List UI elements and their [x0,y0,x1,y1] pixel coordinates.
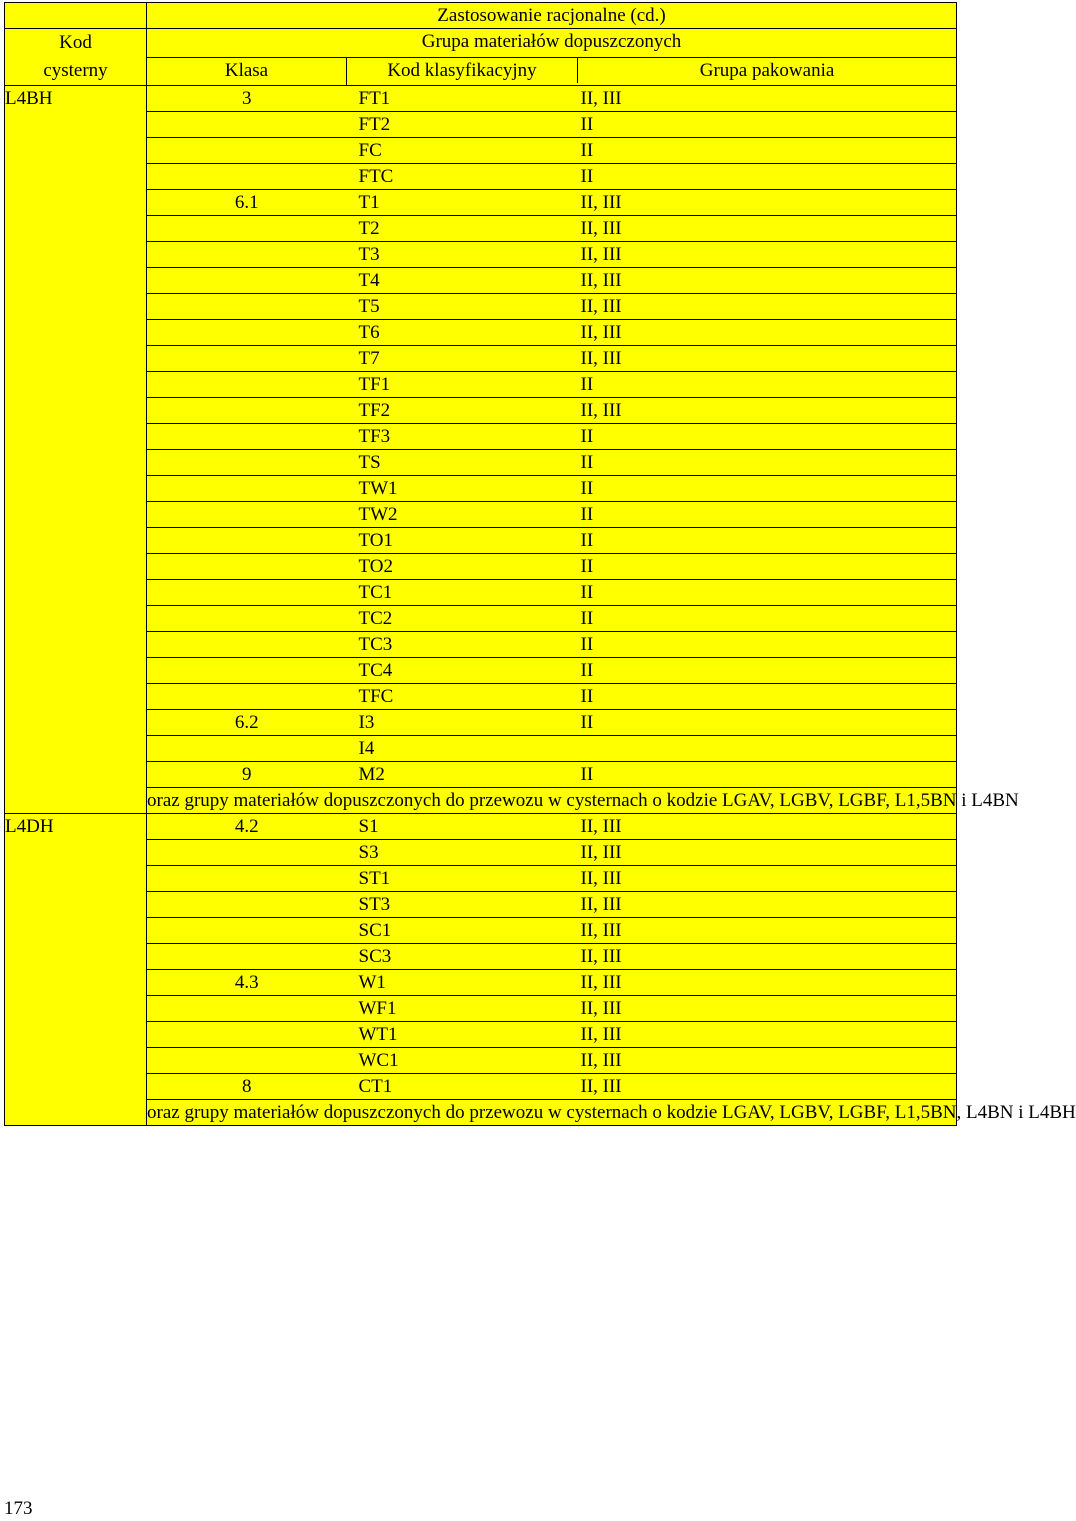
cell-kod-klasyfikacyjny: T5 [358,296,380,317]
cell-kod-klasyfikacyjny: T2 [358,218,380,239]
cell-grupa-pakowania: II, III [580,816,622,837]
cell-kod-cysterny [5,1022,147,1048]
cell-klasa [147,424,347,450]
cell-grupa-pakowania: II [580,452,594,473]
table-row [5,762,957,788]
cell-grupa-pakowania: II, III [580,296,622,317]
cell-kod-cysterny [5,320,147,346]
cell-grupa-pakowania [577,736,957,761]
cell-kod-cysterny [5,788,147,814]
cell-klasa [147,450,347,476]
cell-kod-klasyfikacyjny: WF1 [358,998,397,1019]
cell-grupa-pakowania: II [580,660,594,681]
table-row [5,138,957,164]
cell-kod-cysterny [5,710,147,736]
tank-code-table [4,2,1076,1126]
cell-grupa-pakowania: II, III [580,322,622,343]
cell-kod-cysterny: L4DH [5,814,147,840]
cell-klasa: 6.2 [147,710,347,736]
cell-kod-cysterny [5,658,147,684]
table-row [5,892,957,918]
cell-kod-klasyfikacyjny: TC4 [358,660,393,681]
table-row [5,996,957,1022]
cell-grupa-pakowania: II [580,166,594,187]
table-row [5,710,957,736]
cell-kod-cysterny [5,1048,147,1074]
cell-kod-cysterny [5,372,147,398]
cell-grupa-pakowania: II [580,530,594,551]
cell-kod-klasyfikacyjny: FC [358,140,382,161]
cell-grupa-pakowania: II, III [580,218,622,239]
cell-klasa [147,164,347,190]
cell-klasa [147,632,347,658]
cell-kod-cysterny [5,242,147,268]
cell-grupa-pakowania: II [580,764,594,785]
cell-klasa [147,112,347,138]
table-row [5,1022,957,1048]
cell-klasa [147,476,347,502]
cell-kod-cysterny [5,476,147,502]
table-row [5,944,957,970]
table-row [5,86,957,112]
table-row [5,112,957,138]
cell-kod-klasyfikacyjny: T6 [358,322,380,343]
cell-klasa: 4.2 [147,814,347,840]
cell-grupa-pakowania: II, III [580,868,622,889]
cell-klasa: 4.3 [147,970,347,996]
cell-grupa-pakowania: II, III [580,400,622,421]
cell-klasa [147,242,347,268]
cell-kod-klasyfikacyjny: ST1 [358,868,391,889]
cell-kod-klasyfikacyjny: WT1 [358,1024,398,1045]
cell-grupa-pakowania: II, III [580,192,622,213]
cell-grupa-pakowania: II [580,374,594,395]
table-row [5,554,957,580]
cell-kod-klasyfikacyjny: TFC [358,686,394,707]
table-row [5,164,957,190]
note-cell: oraz grupy materiałów dopuszczonych do przewozu w cysternach o kodzie LGAV, LGBV, LGBF, L1,5BN, L4BN i L4BH [147,1100,957,1126]
table-row [5,1048,957,1074]
header-kod-cysterny: Kod cysterny [5,29,147,86]
cell-grupa-pakowania: II [580,634,594,655]
cell-klasa [147,528,347,554]
cell-grupa-pakowania: II, III [580,894,622,915]
cell-klasa [147,268,347,294]
cell-grupa-pakowania: II, III [580,998,622,1019]
cell-klasa: 3 [147,86,347,112]
cell-kod-cysterny [5,996,147,1022]
cell-kod-cysterny [5,424,147,450]
cell-kod-cysterny [5,684,147,710]
cell-grupa-pakowania: II [580,114,594,135]
cell-kod-cysterny [5,918,147,944]
cell-grupa-pakowania: II, III [580,842,622,863]
cell-kod-klasyfikacyjny: TF1 [358,374,391,395]
cell-klasa [147,840,347,866]
cell-kod-klasyfikacyjny: WC1 [358,1050,399,1071]
cell-kod-klasyfikacyjny: FTC [358,166,394,187]
table-row [5,216,957,242]
cell-kod-klasyfikacyjny: SC1 [358,920,392,941]
cell-kod-cysterny [5,190,147,216]
cell-kod-cysterny [5,554,147,580]
table-row [5,866,957,892]
table-row [5,1074,957,1100]
cell-kod-klasyfikacyjny: TS [358,452,381,473]
table-row [5,450,957,476]
cell-kod-klasyfikacyjny: TW1 [358,478,398,499]
cell-grupa-pakowania: II [580,140,594,161]
cell-klasa [147,996,347,1022]
cell-grupa-pakowania: II, III [580,1024,622,1045]
cell-klasa: 8 [147,1074,347,1100]
cell-grupa-pakowania: II, III [580,244,622,265]
cell-kod-cysterny [5,944,147,970]
cell-grupa-pakowania: II [580,712,594,733]
cell-kod-klasyfikacyjny: TC3 [358,634,393,655]
table-row [5,476,957,502]
cell-grupa-pakowania: II, III [580,348,622,369]
cell-grupa-pakowania: II [580,582,594,603]
cell-kod-cysterny [5,580,147,606]
table-row [5,684,957,710]
cell-kod-cysterny [5,268,147,294]
cell-grupa-pakowania: II, III [580,1076,622,1097]
table-row [5,632,957,658]
header-grupa: Grupa materiałów dopuszczonych [147,29,957,58]
table-row [5,346,957,372]
cell-klasa [147,606,347,632]
cell-grupa-pakowania: II, III [580,270,622,291]
header-row-title [5,3,957,29]
cell-grupa-pakowania: II, III [580,972,622,993]
cell-grupa-pakowania: II [580,686,594,707]
cell-klasa: 6.1 [147,190,347,216]
cell-klasa [147,658,347,684]
cell-kod-klasyfikacyjny: S3 [358,842,379,863]
cell-kod-klasyfikacyjny: T1 [358,192,380,213]
cell-klasa [147,372,347,398]
cell-grupa-pakowania: II, III [580,946,622,967]
cell-klasa [147,866,347,892]
header-row-group [5,29,957,58]
cell-kod-cysterny [5,138,147,164]
cell-kod-cysterny [5,164,147,190]
table-row [5,1100,957,1126]
cell-klasa [147,216,347,242]
cell-kod-cysterny [5,1074,147,1100]
table-row [5,242,957,268]
cell-kod-klasyfikacyjny: SC3 [358,946,392,967]
table-row [5,190,957,216]
cell-kod-cysterny [5,112,147,138]
table-row [5,970,957,996]
table-row [5,814,957,840]
cell-kod-cysterny [5,970,147,996]
table-row [5,840,957,866]
note-cell: oraz grupy materiałów dopuszczonych do przewozu w cysternach o kodzie LGAV, LGBV, LGBF, L1,5BN i L4BN [147,788,957,814]
cell-kod-klasyfikacyjny: TF2 [358,400,391,421]
table-row [5,606,957,632]
cell-kod-klasyfikacyjny: T7 [358,348,380,369]
cell-kod-cysterny [5,1100,147,1126]
cell-klasa [147,944,347,970]
cell-kod-klasyfikacyjny: I4 [358,738,375,759]
cell-kod-cysterny [5,346,147,372]
table-row [5,658,957,684]
table-row [5,372,957,398]
cell-kod-cysterny [5,736,147,762]
table-row [5,580,957,606]
cell-kod-klasyfikacyjny: I3 [358,712,375,733]
cell-grupa-pakowania: II [580,478,594,499]
cell-grupa-pakowania: II [580,504,594,525]
cell-kod-cysterny [5,502,147,528]
cell-kod-klasyfikacyjny: TC2 [358,608,393,629]
cell-kod-cysterny [5,892,147,918]
table-row [5,320,957,346]
cell-grupa-pakowania: II [580,608,594,629]
cell-klasa [147,580,347,606]
cell-grupa-pakowania: II, III [580,1050,622,1071]
table-row [5,528,957,554]
cell-kod-klasyfikacyjny: W1 [358,972,386,993]
table-row [5,502,957,528]
table-row [5,268,957,294]
header-grupa-pakowania: Grupa pakowania [699,59,835,81]
cell-grupa-pakowania: II [580,426,594,447]
cell-kod-klasyfikacyjny: TC1 [358,582,393,603]
cell-kod-cysterny: L4BH [5,86,147,112]
cell-klasa [147,918,347,944]
cell-klasa [147,554,347,580]
cell-klasa [147,736,347,762]
table-row [5,788,957,814]
cell-klasa: 9 [147,762,347,788]
cell-kod-klasyfikacyjny: CT1 [358,1076,393,1097]
cell-kod-klasyfikacyjny: T3 [358,244,380,265]
cell-kod-cysterny [5,528,147,554]
table-title: Zastosowanie racjonalne (cd.) [147,3,957,29]
cell-klasa [147,1048,347,1074]
cell-kod-cysterny [5,450,147,476]
cell-kod-cysterny [5,866,147,892]
cell-kod-klasyfikacyjny: FT1 [358,88,391,109]
cell-kod-klasyfikacyjny: TO1 [358,530,393,551]
cell-kod-cysterny [5,216,147,242]
cell-kod-klasyfikacyjny: TF3 [358,426,391,447]
table-row [5,918,957,944]
cell-kod-cysterny [5,294,147,320]
cell-klasa [147,1022,347,1048]
table-row [5,398,957,424]
cell-kod-klasyfikacyjny: TW2 [358,504,398,525]
cell-klasa [147,502,347,528]
cell-kod-cysterny [5,762,147,788]
cell-klasa [147,892,347,918]
table-row [5,424,957,450]
cell-klasa [147,320,347,346]
cell-kod-cysterny [5,606,147,632]
cell-klasa [147,398,347,424]
cell-kod-klasyfikacyjny: S1 [358,816,379,837]
cell-kod-cysterny [5,398,147,424]
cell-kod-klasyfikacyjny: T4 [358,270,380,291]
cell-klasa [147,684,347,710]
cell-kod-cysterny [5,840,147,866]
cell-klasa [147,294,347,320]
table-row [5,736,957,762]
table-row [5,294,957,320]
cell-kod-klasyfikacyjny: TO2 [358,556,393,577]
cell-kod-klasyfikacyjny: FT2 [358,114,391,135]
cell-kod-klasyfikacyjny: M2 [358,764,385,785]
cell-klasa [147,138,347,164]
cell-kod-cysterny [5,632,147,658]
cell-grupa-pakowania: II, III [580,88,622,109]
cell-klasa [147,346,347,372]
header-row-columns [5,57,957,86]
cell-grupa-pakowania: II [580,556,594,577]
header-klasa: Klasa [147,57,347,86]
header-kod-klasyfikacyjny: Kod klasyfikacyjny [347,58,578,83]
cell-grupa-pakowania: II, III [580,920,622,941]
page-number: 173 [4,1498,33,1519]
cell-kod-klasyfikacyjny: ST3 [358,894,391,915]
